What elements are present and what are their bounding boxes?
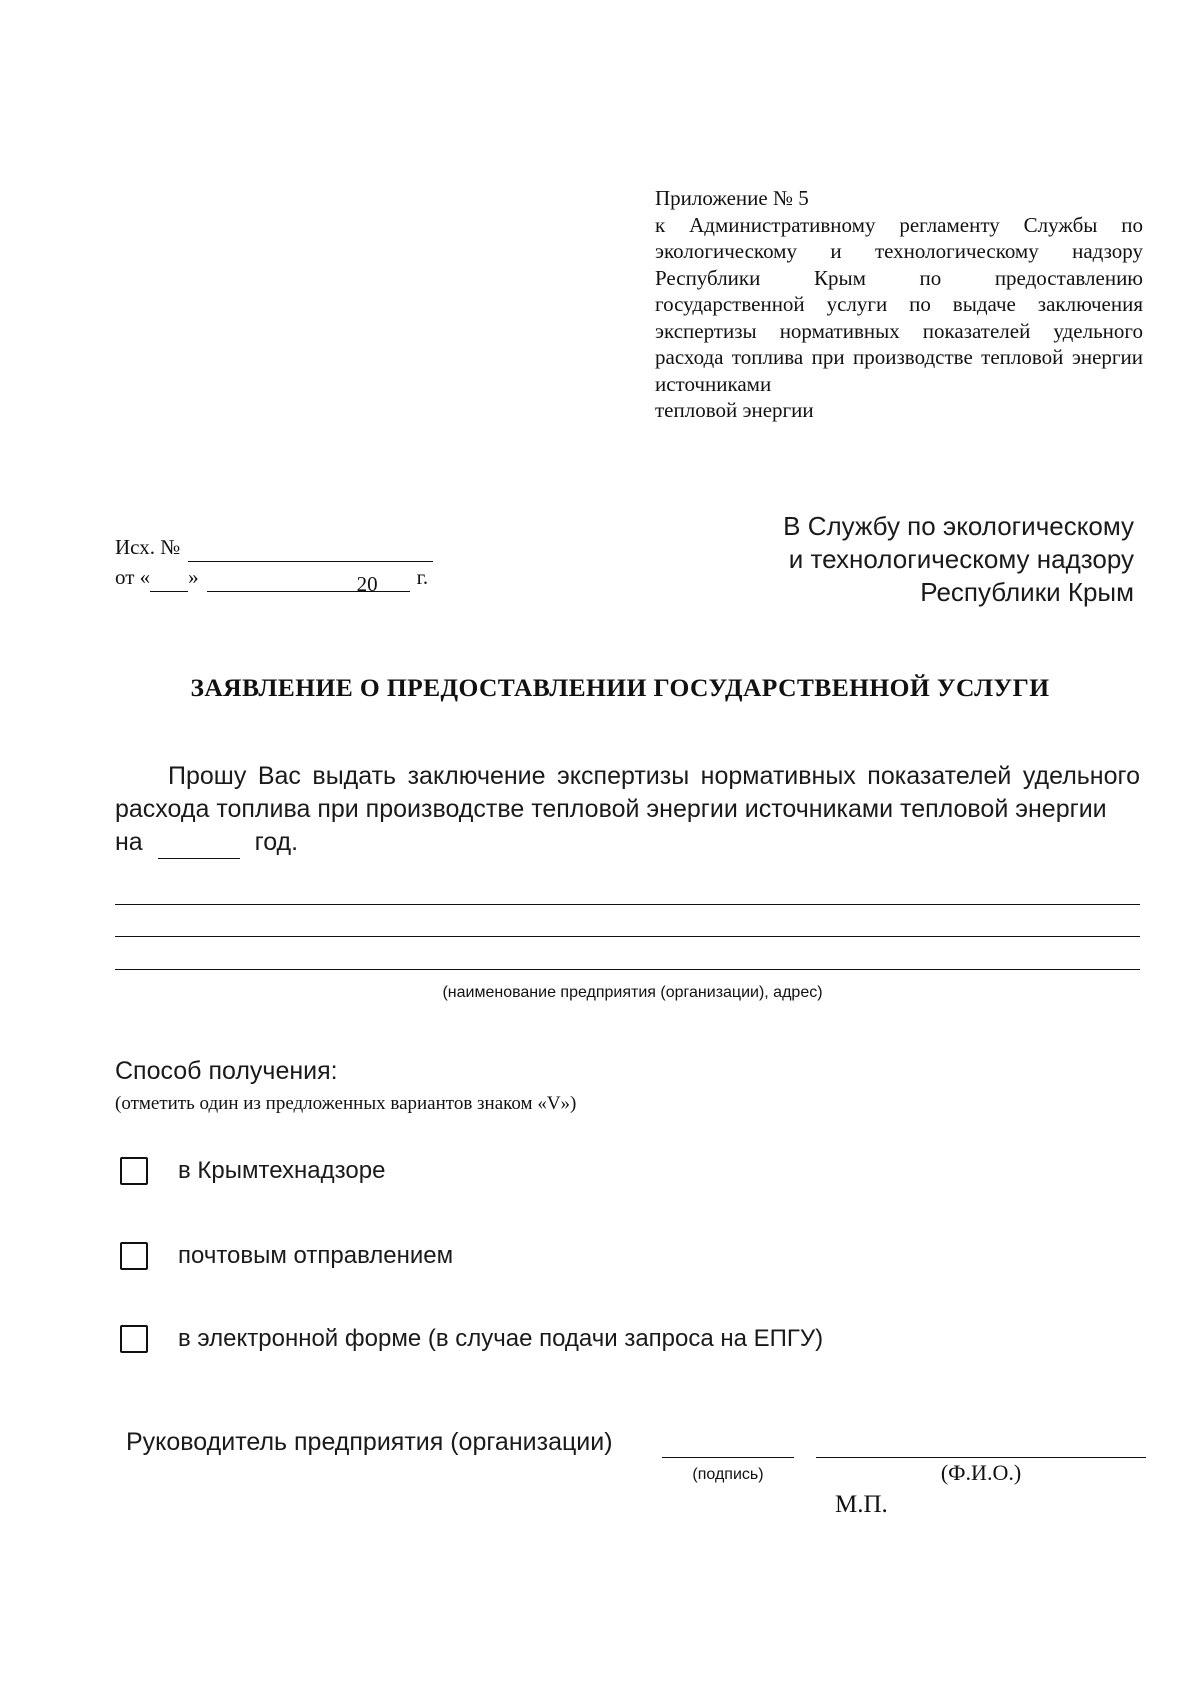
document-title: ЗАЯВЛЕНИЕ О ПРЕДОСТАВЛЕНИИ ГОСУДАРСТВЕННОЙ УСЛУГИ [190, 673, 1050, 702]
full-name-line[interactable] [816, 1457, 1146, 1458]
checkbox[interactable] [120, 1157, 148, 1185]
delivery-option-label: в Крымтехнадзоре [178, 1157, 386, 1184]
organization-line-1[interactable] [115, 904, 1140, 905]
checkbox[interactable] [120, 1242, 148, 1270]
head-of-organization-label: Руководитель предприятия (организации) [126, 1428, 613, 1456]
addressee-block [783, 510, 1134, 609]
outgoing-date-row [115, 562, 433, 596]
full-name-caption: (Ф.И.О.) [940, 1460, 1022, 1485]
delivery-option-label: в электронной форме (в случае подачи запроса на ЕПГУ) [178, 1325, 824, 1352]
date-quote-close: » [188, 565, 199, 589]
outgoing-number-label: Исх. № [115, 535, 181, 559]
addressee-line-1: В Службу по экологическому [783, 511, 1134, 541]
delivery-method-hint: (отметить один из предложенных вариантов знаком «V») [115, 1093, 577, 1114]
organization-line-3[interactable] [115, 969, 1140, 970]
appendix-title: Приложение № 5 [655, 186, 809, 210]
outgoing-number-field[interactable] [188, 539, 433, 562]
addressee-line-2: и технологическому надзору [788, 544, 1134, 574]
date-year-field[interactable] [378, 569, 410, 592]
request-paragraph [115, 760, 1140, 859]
date-year-prefix: 20 [357, 569, 378, 592]
delivery-option-label: почтовым отправлением [178, 1242, 454, 1269]
delivery-option-office[interactable] [120, 1157, 385, 1185]
request-year-field[interactable] [158, 832, 240, 859]
appendix-last-line: тепловой энергии [655, 398, 814, 422]
request-text: Прошу Вас выдать заключение экспертизы нормативных показателей удельного расхода топлива при производстве тепловой энергии источниками тепловой энергии [115, 762, 1140, 823]
appendix-body: к Административному регламенту Службы по экологическому и технологическому надзору Республики Крым по предоставлению государственной услуги по выдаче заключения экспертизы нормативных показателей удельного расхода топлива при производстве тепловой энергии источниками [655, 212, 1143, 396]
date-prefix: от « [115, 565, 151, 589]
date-day-field[interactable] [150, 569, 188, 592]
checkbox[interactable] [120, 1325, 148, 1353]
signature-line[interactable] [662, 1457, 794, 1458]
organization-caption: (наименование предприятия (организации), адрес) [442, 984, 823, 1001]
request-year-suffix: год. [254, 828, 299, 856]
addressee-line-3: Республики Крым [920, 577, 1134, 607]
date-year-suffix: г. [416, 565, 429, 589]
delivery-option-electronic[interactable] [120, 1325, 823, 1353]
outgoing-number-block [115, 532, 433, 596]
organization-line-2[interactable] [115, 936, 1140, 937]
outgoing-number-row [115, 532, 433, 562]
delivery-method-title: Способ получения: [115, 1057, 338, 1085]
appendix-block [655, 185, 1143, 424]
delivery-option-mail[interactable] [120, 1242, 453, 1270]
date-month-field[interactable] [207, 569, 357, 592]
request-year-prefix: на [115, 828, 143, 856]
signature-caption: (подпись) [692, 1466, 764, 1483]
seal-placeholder: М.П. [835, 1491, 888, 1518]
